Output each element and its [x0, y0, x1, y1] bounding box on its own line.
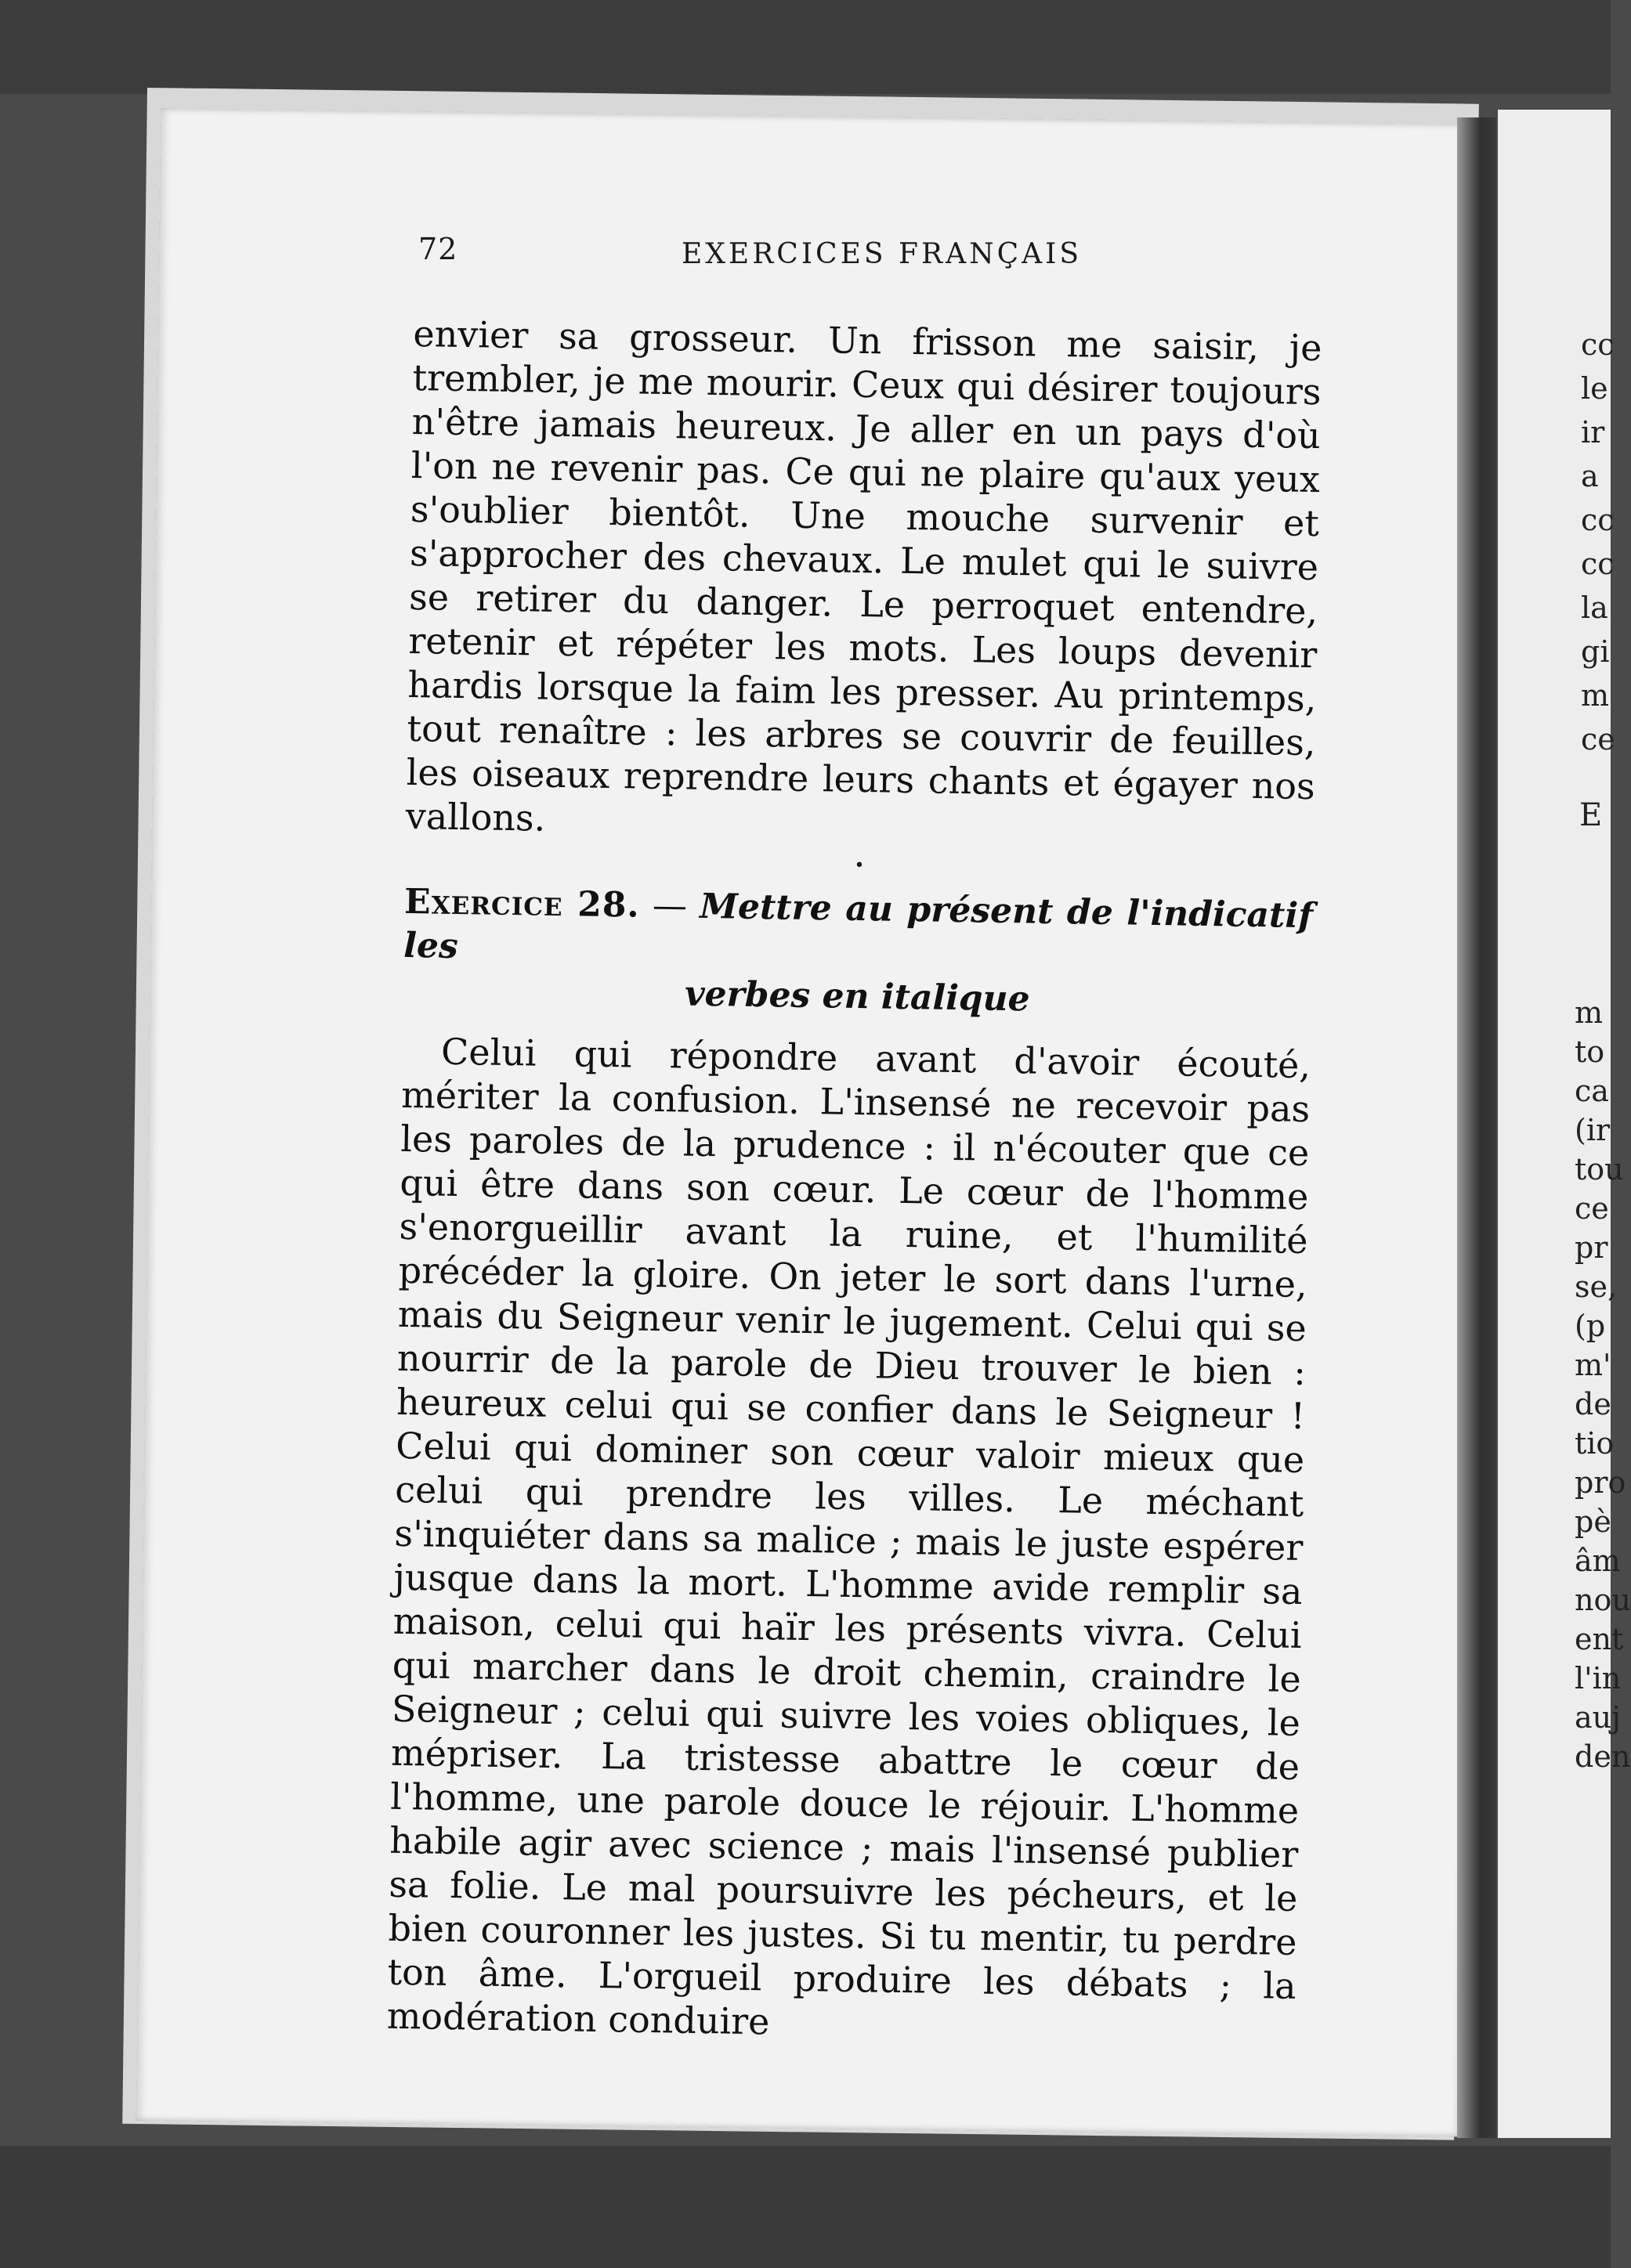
- exercise-text: Celui qui répondre avant d'avoir écouté, mériter la confusion. L'insensé ne recevoir pas les paroles de la prudence : il n'écouter que ce qui être dans son cœur. Le cœur de l'homme s'enorgueillir avant la ruine, et l'humilité précéder la gloire. On jeter le sort dans l'urne, mais du Seigneur venir le jugement. Celui qui se nourrir de la parole de Dieu trouver le bien : heureux celui qui se confier dans le Seigneur ! Celui qui dominer son cœur valoir mieux que celui qui prendre les villes. Le méchant s'inquiéter dans sa malice ; mais le juste espérer jusque dans la mort. L'homme avide remplir sa maison, celui qui haïr les présents vivra. Celui qui marcher dans le droit chemin, craindre le Seigneur ; celui qui suivre les voies obliques, le mépriser. La tristesse abattre le cœur de l'homme, une parole douce le réjouir. L'homme habile agir avec science ; mais l'insensé publier sa folie. Le mal poursuivre les pécheurs, et le bien couronner les justes. Si tu mentir, tu perdre ton âme. L'orgueil produire les débats ; la modération conduire: [386, 1030, 1311, 2043]
- facing-fragment: la: [1581, 590, 1608, 625]
- facing-fragment: le: [1581, 371, 1608, 406]
- background-top: [0, 0, 1611, 94]
- facing-fragment: pro: [1575, 1465, 1626, 1500]
- exercise-label: Exercice 28.: [403, 881, 641, 926]
- facing-fragment: ca: [1575, 1074, 1609, 1108]
- facing-fragment: (p: [1575, 1309, 1606, 1343]
- facing-fragment: to: [1575, 1035, 1605, 1069]
- facing-page-bottom-column: [1575, 993, 1631, 1776]
- facing-fragment: cc: [1581, 547, 1615, 581]
- facing-fragment: m': [1575, 1348, 1611, 1382]
- facing-fragment: m: [1575, 995, 1604, 1030]
- facing-page-heading-fragment: E: [1579, 797, 1603, 833]
- page-number: 72: [418, 232, 458, 266]
- facing-fragment: pè: [1575, 1504, 1611, 1539]
- background-bottom: [0, 2146, 1611, 2268]
- running-head-title: EXERCICES FRANÇAIS: [682, 238, 1082, 270]
- facing-fragment: tou: [1575, 1152, 1624, 1186]
- exercise-instruction-line2: verbes en italique: [684, 973, 1031, 1020]
- facing-fragment: ir: [1581, 415, 1605, 450]
- facing-fragment: cc: [1581, 503, 1615, 537]
- exercise-dash: —: [652, 885, 688, 926]
- facing-fragment: ent: [1575, 1622, 1624, 1656]
- separator-dot: •: [854, 855, 865, 876]
- facing-fragment: gi: [1581, 634, 1610, 669]
- facing-fragment: den: [1575, 1739, 1631, 1774]
- facing-fragment: m: [1581, 678, 1610, 713]
- facing-fragment: cc: [1581, 327, 1615, 362]
- facing-fragment: (ir: [1575, 1113, 1611, 1147]
- facing-fragment: se,: [1575, 1269, 1618, 1304]
- facing-page-top-column: [1581, 323, 1615, 761]
- facing-fragment: de: [1575, 1387, 1611, 1421]
- facing-fragment: auj: [1575, 1700, 1621, 1735]
- book-gutter: [1457, 117, 1496, 2138]
- facing-fragment: ce: [1575, 1191, 1609, 1226]
- facing-fragment: l'in: [1575, 1661, 1622, 1696]
- facing-fragment: tio: [1575, 1426, 1615, 1461]
- previous-exercise-text: envier sa grosseur. Un frisson me saisir, je trembler, je me mourir. Ceux qui désirer toujours n'être jamais heureux. Je aller en un pays d'où l'on ne revenir pas. Ce qui ne plaire qu'aux yeux s'oublier bientôt. Une mouche survenir et s'approcher des chevaux. Le mulet qui le suivre se retirer du danger. Le perroquet entendre, retenir et répéter les mots. Les loups devenir hardis lorsque la faim les presser. Au printemps, tout renaître : les arbres se couvrir de feuilles, les oiseaux reprendre leurs chants et égayer nos vallons.: [405, 312, 1322, 840]
- facing-fragment: pr: [1575, 1230, 1608, 1265]
- facing-fragment: a: [1581, 459, 1599, 493]
- page-body: [386, 312, 1322, 2052]
- exercise-heading: [403, 880, 1313, 1026]
- facing-fragment: nou: [1575, 1583, 1631, 1617]
- exercise-instruction: Mettre au présent de l'indicatif les: [403, 886, 1314, 966]
- facing-fragment: ce: [1581, 722, 1615, 757]
- facing-fragment: âm: [1575, 1544, 1621, 1578]
